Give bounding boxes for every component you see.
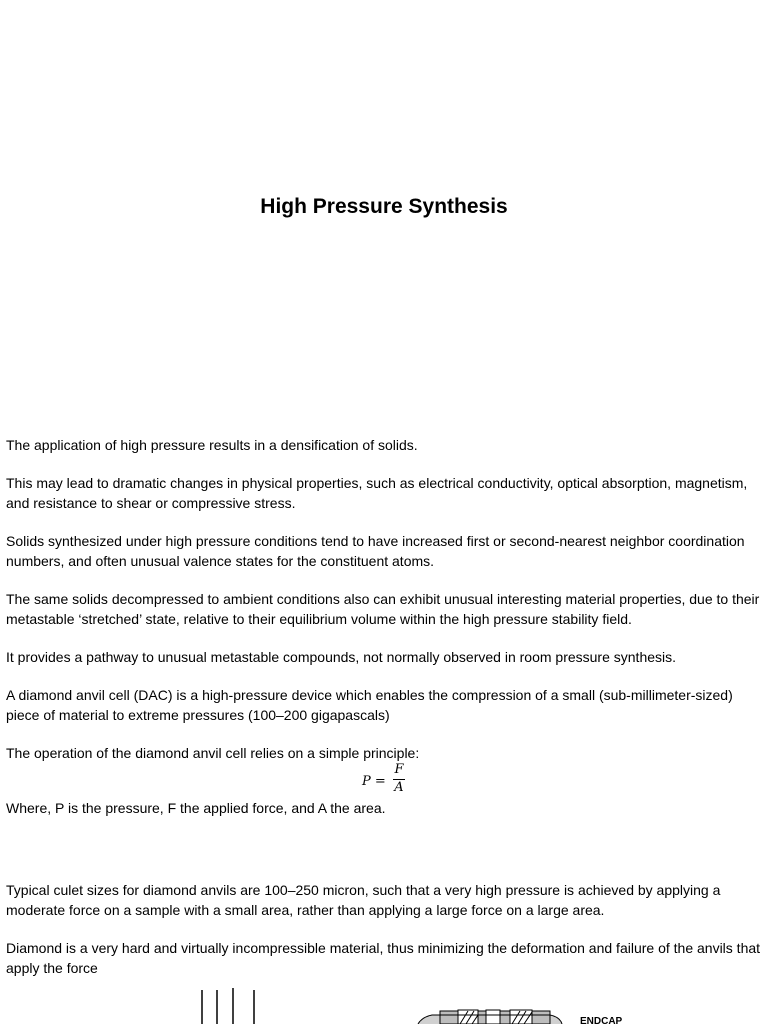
formula-fraction [392, 762, 406, 795]
cell-body-drawing [418, 1010, 562, 1024]
force-lines [202, 988, 254, 1024]
paragraph-metastable-pathway: It provides a pathway to unusual metastable compounds, not normally observed in room pressure synthesis. [6, 649, 677, 665]
paragraph-decompressed: The same solids decompressed to ambient conditions also can exhibit unusual interesting material properties, due to their metastable ‘stretched’ state, relative to their equilibrium volume within the high pressure stability field. [6, 591, 760, 627]
paragraph-diamond-hardness: Diamond is a very hard and virtually incompressible material, thus minimizing the deformation and failure of the anvils that apply the force [6, 940, 761, 976]
paragraph-physical-properties: This may lead to dramatic changes in physical properties, such as electrical conductivity, optical absorption, magnetism, and resistance to shear or compressive stress. [6, 475, 748, 511]
pressure-formula [362, 762, 422, 802]
paragraph-dac-definition: A diamond anvil cell (DAC) is a high-pressure device which enables the compression of a small (sub-millimeter-sized) piece of material to extreme pressures (100–200 gigapascals) [6, 687, 733, 723]
endcap-label: ENDCAP [580, 1016, 623, 1024]
paragraph-densification: The application of high pressure results in a densification of solids. [6, 437, 418, 453]
paragraph-formula-legend: Where, P is the pressure, F the applied force, and A the area. [6, 800, 386, 816]
formula-denominator: A [394, 780, 404, 795]
diamond-anvil-cell-figure [0, 984, 768, 1024]
formula-lhs: P = [362, 774, 386, 789]
paragraph-culet-sizes: Typical culet sizes for diamond anvils are 100–250 micron, such that a very high pressure is achieved by applying a moderate force on a sample with a small area, rather than applying a large force on a large area. [6, 882, 721, 918]
paragraph-principle: The operation of the diamond anvil cell relies on a simple principle: [6, 745, 420, 761]
formula-numerator: F [394, 762, 404, 777]
page-title: High Pressure Synthesis [260, 195, 508, 218]
paragraph-coordination: Solids synthesized under high pressure conditions tend to have increased first or second-nearest neighbor coordination numbers, and often unusual valence states for the constituent atoms. [6, 533, 745, 569]
